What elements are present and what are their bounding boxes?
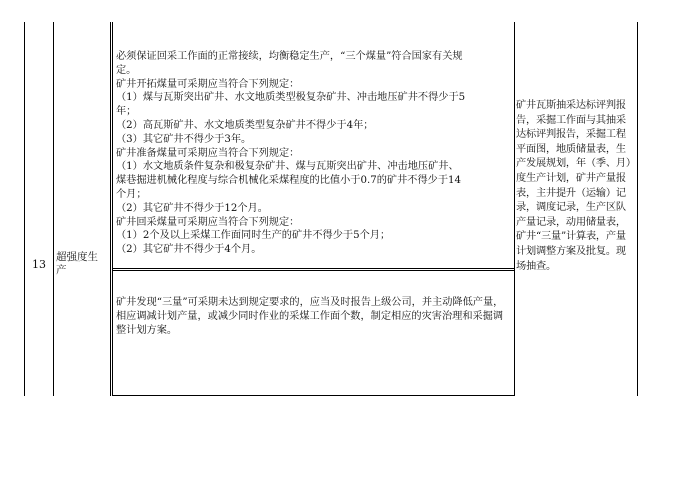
requirement-line: 必须保证回采工作面的正常接续，均衡稳定生产，“三个煤量”符合国家有关规 xyxy=(116,51,463,62)
requirement-line: 煤巷掘进机械化程度与综合机械化采煤程度的比值小于0.7的矿井不得少于14 xyxy=(116,175,461,187)
requirement-line: （2）高瓦斯矿井、水文地质类型复杂矿井不得少于4年； xyxy=(116,119,374,131)
requirement-bottom-text: 矿井发现“三量”可采期未达到规定要求的，应当及时报告上级公司，并主动降低产量，相应调减计划产量，或减少同时作业的采煤工作面个数，制定相应的灾害治理和采掘调整计划方案。 xyxy=(116,297,504,336)
requirement-line: （1）2个及以上采煤工作面同时生产的矿井不得少于5个月； xyxy=(116,230,391,242)
requirement-line: 矿井准备煤量可采期应当符合下列规定： xyxy=(116,147,300,159)
row-divider-mid-2 xyxy=(112,270,514,271)
table-border-requirement-b xyxy=(514,22,515,396)
row-number: 13 xyxy=(32,258,46,271)
row-divider-bottom xyxy=(112,395,514,396)
requirement-line: 矿井回采煤量可采期应当符合下列规定： xyxy=(116,216,300,228)
requirement-line: （2）其它矿井不得少于12个月。 xyxy=(116,202,268,214)
requirement-line: （1）水文地质条件复杂和极复杂矿井、煤与瓦斯突出矿井、冲击地压矿井、 xyxy=(116,161,459,173)
requirement-line: （1）煤与瓦斯突出矿井、水文地质类型极复杂矿井、冲击地压矿井不得少于5 xyxy=(116,92,466,104)
requirement-text xyxy=(116,50,512,257)
requirement-line: （2）其它矿井不得少于4个月。 xyxy=(116,244,262,256)
table-border-left xyxy=(24,22,25,396)
table-border-right xyxy=(637,22,638,396)
table-border-requirement-a xyxy=(112,22,113,396)
requirement-line: 定。 xyxy=(116,64,137,76)
item-name: 超强度生产 xyxy=(56,251,98,276)
table-border-number xyxy=(53,22,54,396)
requirement-line: 年； xyxy=(116,106,137,118)
requirement-line: 个月； xyxy=(116,188,147,200)
requirement-line: 矿井开拓煤量可采期应当符合下列规定： xyxy=(116,78,300,90)
check-method-text: 矿井瓦斯抽采达标评判报告，采掘工作面与其抽采达标评判报告，采掘工程平面图，地质储量表，生产发展规划，年（季、月）度生产计划，矿井产量报表，主井提升（运输）记录，调度记录，生产区队产量记录，动用储量表，矿井“三量”计算表，产量计划调整方案及批复。现场抽查。 xyxy=(516,100,631,272)
table-border-item xyxy=(110,22,111,396)
requirement-line: （3）其它矿井不得少于3年。 xyxy=(116,133,252,145)
row-divider-mid-1 xyxy=(112,268,514,269)
